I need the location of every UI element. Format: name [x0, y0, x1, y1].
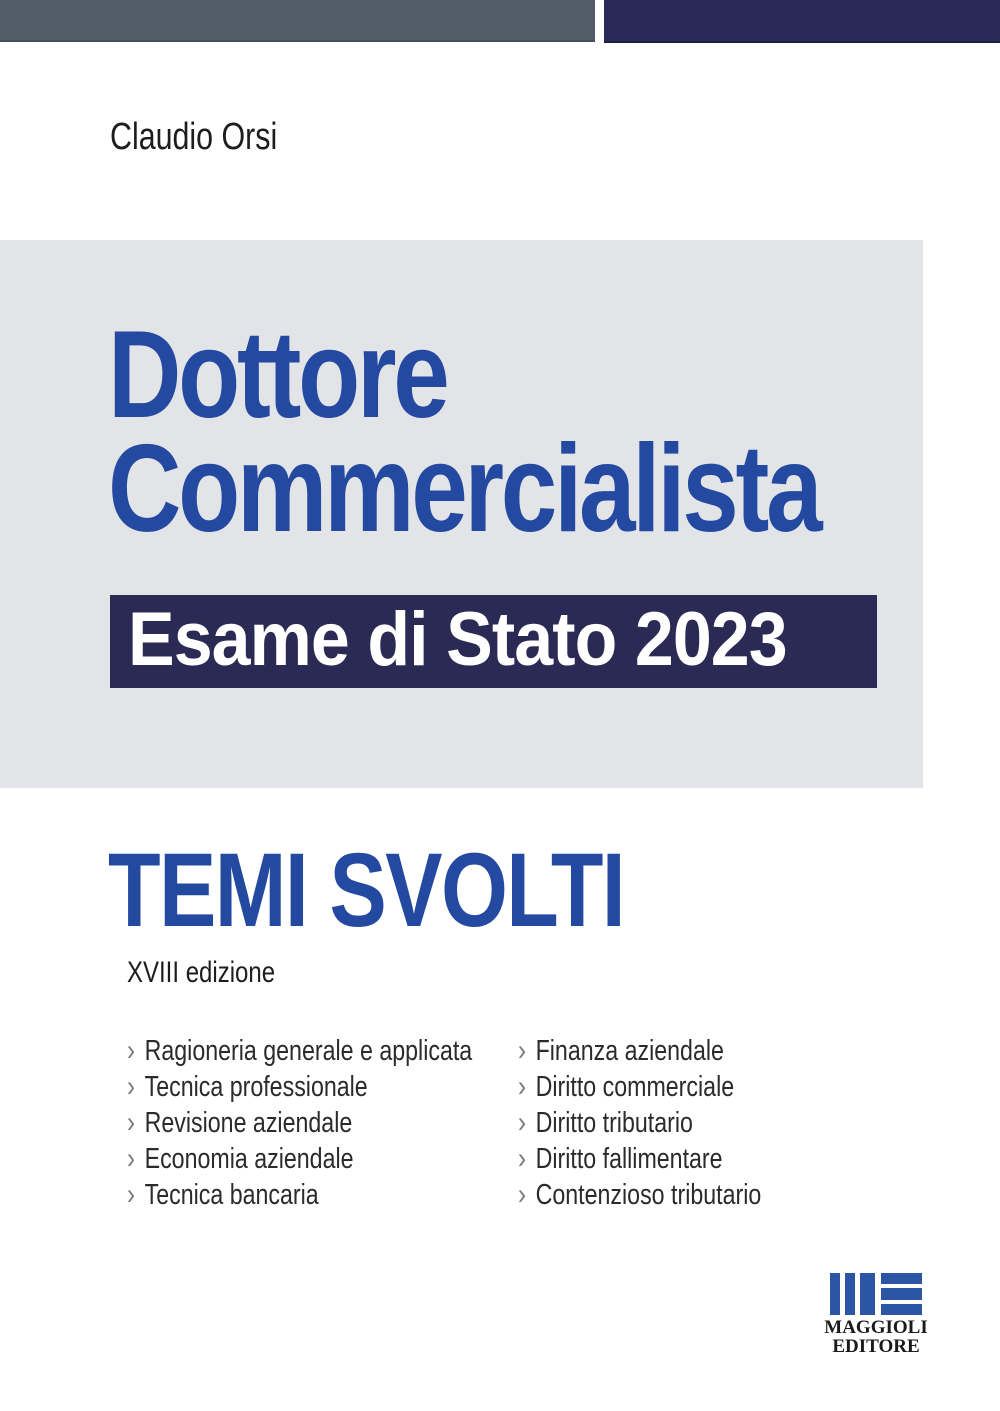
topic-label: Diritto tributario: [535, 1107, 693, 1139]
chevron-right-icon: ›: [127, 1070, 135, 1103]
publisher-name: [818, 1318, 934, 1356]
logo-horizontal-bar: [881, 1273, 922, 1284]
topic-item: [518, 1177, 761, 1213]
topic-item: [518, 1033, 761, 1069]
chevron-right-icon: ›: [127, 1142, 135, 1175]
chevron-right-icon: ›: [518, 1034, 526, 1067]
book-title-line2: Commercialista: [108, 420, 820, 558]
topic-item: [518, 1105, 761, 1141]
topics-column-left: [127, 1033, 559, 1213]
publisher-name-line2: EDITORE: [832, 1336, 920, 1357]
section-title: TEMI SVOLTI: [108, 832, 625, 949]
topic-item: [127, 1033, 472, 1069]
top-bar-gray: [0, 0, 595, 42]
topic-label: Revisione aziendale: [144, 1107, 353, 1139]
topic-label: Ragioneria generale e applicata: [144, 1035, 473, 1067]
topic-label: Finanza aziendale: [535, 1035, 724, 1067]
chevron-right-icon: ›: [518, 1178, 526, 1211]
logo-vertical-bar: [845, 1273, 855, 1315]
logo-vertical-bar: [830, 1273, 840, 1315]
topic-item: [127, 1177, 472, 1213]
chevron-right-icon: ›: [127, 1106, 135, 1139]
topic-label: Diritto commerciale: [535, 1071, 735, 1103]
topic-item: [127, 1069, 472, 1105]
topics-column-right: [518, 1033, 822, 1213]
topic-item: [127, 1141, 472, 1177]
topic-item: [518, 1141, 761, 1177]
logo-horizontal-bar: [881, 1288, 922, 1300]
book-title: [108, 306, 820, 558]
topic-item: [127, 1105, 472, 1141]
topic-item: [518, 1069, 761, 1105]
edition-label: XVIII edizione: [127, 956, 276, 989]
chevron-right-icon: ›: [518, 1106, 526, 1139]
topic-label: Economia aziendale: [144, 1143, 354, 1175]
top-bar-navy: [604, 0, 1000, 43]
exam-banner: [110, 595, 877, 688]
chevron-right-icon: ›: [518, 1142, 526, 1175]
book-title-line1: Dottore: [108, 306, 447, 444]
logo-vertical-bar: [860, 1273, 875, 1315]
topic-label: Tecnica bancaria: [144, 1179, 319, 1211]
topic-label: Tecnica professionale: [144, 1071, 368, 1103]
topic-label: Diritto fallimentare: [535, 1143, 723, 1175]
publisher-name-line1: MAGGIOLI: [824, 1317, 928, 1338]
exam-banner-text: Esame di Stato 2023: [128, 597, 787, 682]
chevron-right-icon: ›: [127, 1178, 135, 1211]
logo-horizontal-bar: [881, 1304, 922, 1315]
chevron-right-icon: ›: [127, 1034, 135, 1067]
topic-label: Contenzioso tributario: [535, 1179, 762, 1211]
chevron-right-icon: ›: [518, 1070, 526, 1103]
author-name: Claudio Orsi: [110, 116, 278, 158]
